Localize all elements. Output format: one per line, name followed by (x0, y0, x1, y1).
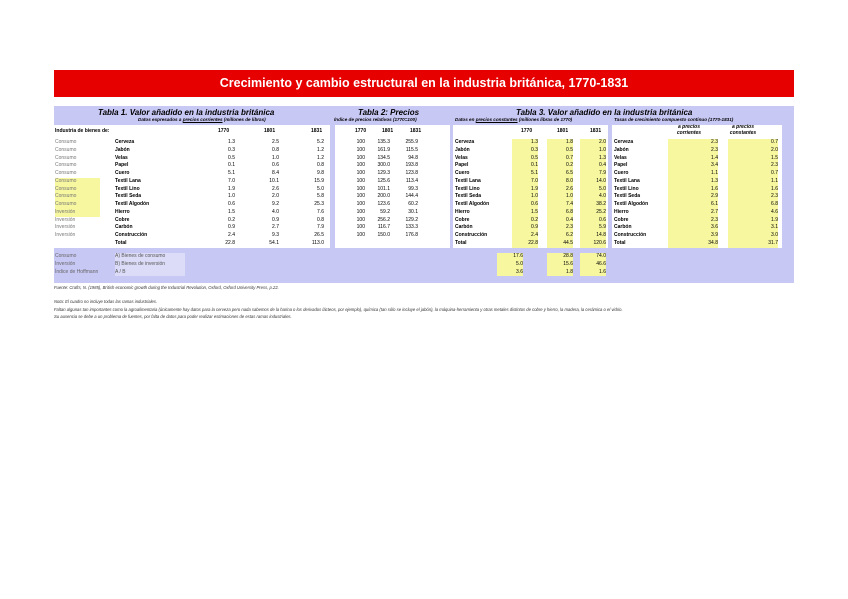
price-index-cell: 116.7 (377, 224, 390, 231)
value-cell: 22.8 (512, 240, 538, 248)
value-cell: 14.8 (580, 232, 606, 240)
value-cell: 5.0 (580, 186, 606, 194)
growth-constant-cell: 0.7 (728, 170, 778, 178)
value-cell: 7.0 (228, 177, 235, 184)
value-cell: 5.1 (228, 170, 235, 176)
value-cell: 0.8 (317, 216, 324, 223)
hoffmann-cell: 15.6 (547, 261, 573, 269)
value-cell: 0.9 (272, 216, 279, 223)
growth-constant-cell: 1.5 (728, 155, 778, 163)
footnote: Su ausencia se debe a un problema de fuentes, por falta de datos para poder realizar estimaciones de estas ramas industriales. (54, 314, 292, 319)
value-cell: 2.5 (272, 139, 279, 145)
price-index-cell: 101.1 (377, 185, 390, 192)
value-cell: 7.4 (547, 201, 573, 209)
growth-current-cell: 1.3 (668, 178, 718, 186)
row-industry: Textil Lana (115, 177, 141, 184)
growth-constant-cell: 1.9 (728, 217, 778, 225)
price-index-cell: 134.5 (377, 154, 390, 161)
growth-current-cell: 2.3 (668, 147, 718, 155)
table3-subtitle: Datos en precios constantes (millones libras de 1770) (455, 117, 573, 122)
row-industry: Carbón (455, 224, 473, 231)
hoffmann-cell: 1.8 (547, 269, 573, 277)
value-cell: 1.3 (512, 139, 538, 147)
row-industry: Textil Algodón (115, 201, 150, 207)
value-cell: 1.5 (228, 208, 235, 215)
value-cell: 1.0 (228, 193, 235, 200)
value-cell: 113.0 (311, 239, 324, 246)
value-cell: 0.5 (228, 154, 235, 161)
row-industry: Cuero (614, 170, 629, 176)
price-index-cell: 123.6 (377, 201, 390, 207)
legend-label: Índice de Hoffmann (55, 268, 99, 275)
row-category: Consumo (55, 139, 77, 145)
growth-current-cell: 6.1 (668, 201, 718, 209)
value-cell: 4.0 (580, 193, 606, 201)
table2-year: 1770 (355, 128, 367, 134)
value-cell: 25.3 (314, 201, 324, 207)
table3-title: Tabla 3. Valor añadido en la industria británica (516, 108, 693, 117)
row-industry: Textil Lana (614, 177, 640, 184)
table1-subtitle: Datos expresados a precios corrientes (millones de libras) (138, 117, 266, 122)
price-index-cell: 100 (356, 224, 365, 231)
value-cell: 9.2 (272, 201, 279, 207)
value-cell: 6.2 (547, 232, 573, 240)
price-index-cell: 100 (356, 208, 365, 215)
value-cell: 0.5 (547, 147, 573, 155)
price-index-cell: 100 (356, 177, 365, 184)
legend-text: A) Bienes de consumo (115, 253, 185, 261)
price-index-cell: 100 (356, 162, 365, 169)
value-cell: 0.1 (228, 162, 235, 169)
legend-text: B) Bienes de inversión (115, 261, 185, 269)
row-industry: Carbón (614, 224, 632, 231)
price-index-cell: 256.2 (377, 216, 390, 223)
price-index-cell: 100 (356, 201, 365, 207)
price-index-cell: 30.1 (408, 208, 418, 215)
growth-constant-cell: 3.0 (728, 232, 778, 240)
value-cell: 2.0 (580, 139, 606, 147)
growth-constant-cell: 1.6 (728, 186, 778, 194)
row-industry: Total (455, 239, 467, 246)
growth-current-cell: 34.8 (668, 240, 718, 248)
row-industry: Hierro (115, 208, 130, 215)
value-cell: 0.3 (512, 147, 538, 155)
value-cell: 1.9 (228, 185, 235, 192)
row-industry: Textil Algodón (455, 201, 490, 207)
price-index-cell: 100 (356, 146, 365, 153)
row-industry: Cerveza (115, 139, 135, 145)
table1-year: 1770 (218, 128, 230, 134)
row-industry: Cobre (614, 216, 629, 223)
value-cell: 5.8 (317, 193, 324, 200)
value-cell: 25.2 (580, 209, 606, 217)
row-industry: Velas (455, 154, 468, 161)
value-cell: 8.4 (272, 170, 279, 176)
row-industry: Jabón (614, 146, 629, 153)
value-cell: 6.5 (547, 170, 573, 178)
row-category: Consumo (55, 201, 100, 209)
value-cell: 1.2 (317, 146, 324, 153)
row-industry: Total (614, 239, 626, 246)
value-cell: 0.6 (512, 201, 538, 209)
table4-title: Tasas de crecimiento compuesto continuo (1770-1831) (614, 117, 734, 122)
row-industry: Textil Seda (614, 193, 641, 200)
price-index-cell: 129.3 (377, 170, 390, 176)
row-industry: Construcción (115, 232, 148, 238)
row-industry: Textil Lino (614, 185, 639, 192)
row-industry: Textil Seda (455, 193, 482, 200)
price-index-cell: 135.3 (377, 139, 390, 145)
value-cell: 22.8 (225, 239, 235, 246)
growth-current-cell: 2.3 (668, 217, 718, 225)
price-index-cell: 59.2 (380, 208, 390, 215)
row-industry: Papel (115, 162, 129, 169)
price-index-cell: 94.8 (408, 154, 418, 161)
value-cell: 1.5 (512, 209, 538, 217)
table4-col2: a precios constantes (729, 124, 757, 136)
value-cell: 7.9 (580, 170, 606, 178)
row-category: Consumo (55, 186, 100, 194)
table1-col-header: Industria de bienes de: (55, 128, 110, 134)
value-cell: 15.9 (314, 177, 324, 184)
value-cell: 0.2 (512, 217, 538, 225)
value-cell: 5.2 (317, 139, 324, 145)
row-category: Inversión (55, 209, 100, 217)
value-cell: 1.8 (547, 139, 573, 147)
value-cell: 14.0 (580, 178, 606, 186)
row-category (55, 240, 100, 248)
growth-constant-cell: 0.7 (728, 139, 778, 147)
row-industry: Textil Seda (115, 193, 142, 200)
value-cell: 0.6 (228, 201, 235, 207)
value-cell: 9.3 (272, 232, 279, 238)
price-index-cell: 255.9 (405, 139, 418, 145)
row-industry: Cobre (455, 216, 470, 223)
row-industry: Textil Lino (115, 185, 140, 192)
table1-year: 1801 (264, 128, 276, 134)
growth-constant-cell: 2.3 (728, 193, 778, 201)
price-index-cell: 300.0 (377, 162, 390, 169)
growth-constant-cell: 2.3 (728, 162, 778, 170)
price-index-cell: 100 (356, 193, 365, 200)
price-index-cell: 100 (356, 170, 365, 176)
growth-constant-cell: 1.1 (728, 178, 778, 186)
table2-year: 1801 (382, 128, 394, 134)
row-industry: Hierro (455, 208, 470, 215)
price-index-cell: 161.9 (377, 146, 390, 153)
price-index-cell: 193.8 (405, 162, 418, 169)
value-cell: 2.6 (272, 185, 279, 192)
price-index-cell: 133.3 (405, 224, 418, 231)
legend-label: Consumo (55, 253, 77, 259)
value-cell: 1.2 (317, 154, 324, 161)
growth-current-cell: 3.9 (668, 232, 718, 240)
value-cell: 1.0 (580, 147, 606, 155)
price-index-cell: 100 (356, 154, 365, 161)
row-industry: Velas (614, 154, 627, 161)
growth-current-cell: 1.4 (668, 155, 718, 163)
growth-current-cell: 2.9 (668, 193, 718, 201)
price-index-cell: 100 (356, 232, 365, 238)
value-cell: 0.8 (272, 146, 279, 153)
value-cell: 120.6 (580, 240, 606, 248)
row-industry: Cobre (115, 216, 130, 223)
row-category: Inversión (55, 232, 76, 238)
price-index-cell: 100 (356, 139, 365, 145)
price-index-cell: 99.3 (408, 185, 418, 192)
footnote: Faltan algunas tan importantes como la agroalimentaria (únicamente hay datos para la cerveza pero nada sabemos de la harina o los derivados lácteos, por ejemplo), química (tan sólo se incluye el jabón), la máquina-herramienta y otras metales distintos de cobre y hierro, la madera, la cerámica o el vidrio. (54, 307, 623, 312)
price-index-cell: 125.6 (377, 177, 390, 184)
row-industry: Carbón (115, 224, 133, 231)
value-cell: 5.9 (580, 224, 606, 232)
row-industry: Jabón (115, 146, 130, 153)
value-cell: 0.7 (547, 155, 573, 163)
value-cell: 2.4 (512, 232, 538, 240)
row-industry: Cerveza (455, 139, 475, 145)
growth-constant-cell: 4.6 (728, 209, 778, 217)
value-cell: 5.0 (317, 185, 324, 192)
hoffmann-cell: 1.6 (580, 269, 606, 277)
price-index-cell: 144.4 (405, 193, 418, 200)
table3-year: 1770 (521, 128, 533, 134)
value-cell: 0.9 (228, 224, 235, 231)
row-category: Consumo (55, 178, 100, 186)
value-cell: 5.1 (512, 170, 538, 178)
legend-text: A / B (115, 269, 185, 277)
hoffmann-cell: 74.0 (580, 253, 606, 261)
row-industry: Textil Lino (455, 185, 480, 192)
price-index-cell: 100 (356, 185, 365, 192)
hoffmann-cell: 3.6 (497, 269, 523, 277)
hoffmann-cell: 17.6 (497, 253, 523, 261)
legend-label: Inversión (55, 260, 76, 267)
row-industry: Textil Lana (455, 177, 481, 184)
value-cell: 7.0 (512, 178, 538, 186)
value-cell: 7.9 (317, 224, 324, 231)
table1-year: 1831 (311, 128, 323, 134)
price-index-cell: 100 (356, 216, 365, 223)
value-cell: 0.9 (512, 224, 538, 232)
source-note: Fuente: Crafts, N. (1985), British economic growth during the Industrial Revolution, Oxford, Oxford University Press, p.22. (54, 285, 279, 290)
growth-constant-cell: 31.7 (728, 240, 778, 248)
row-category: Consumo (55, 162, 77, 169)
growth-current-cell: 2.7 (668, 209, 718, 217)
value-cell: 8.0 (547, 178, 573, 186)
value-cell: 0.6 (580, 217, 606, 225)
row-industry: Hierro (614, 208, 629, 215)
row-industry: Velas (115, 154, 128, 161)
value-cell: 26.5 (314, 232, 324, 238)
growth-current-cell: 3.6 (668, 224, 718, 232)
price-index-cell: 115.5 (405, 146, 418, 153)
value-cell: 44.5 (547, 240, 573, 248)
hoffmann-cell: 5.0 (497, 261, 523, 269)
value-cell: 0.2 (228, 216, 235, 223)
price-index-cell: 113.4 (405, 177, 418, 184)
row-category: Inversión (55, 216, 76, 223)
table4-col1: a precios corrientes (676, 124, 702, 136)
value-cell: 9.8 (317, 170, 324, 176)
price-index-cell: 123.8 (405, 170, 418, 176)
table2-title: Tabla 2: Precios (358, 108, 420, 117)
value-cell: 0.5 (512, 155, 538, 163)
value-cell: 1.9 (512, 186, 538, 194)
row-industry: Total (115, 239, 127, 246)
row-industry: Cuero (115, 170, 130, 176)
row-category: Inversión (55, 224, 76, 231)
row-category: Consumo (55, 170, 77, 176)
value-cell: 2.0 (272, 193, 279, 200)
price-index-cell: 150.0 (377, 232, 390, 238)
value-cell: 0.1 (512, 162, 538, 170)
row-industry: Textil Algodón (614, 201, 649, 207)
value-cell: 0.2 (547, 162, 573, 170)
table1-title: Tabla 1. Valor añadido en la industria británica (98, 108, 275, 117)
growth-current-cell: 2.3 (668, 139, 718, 147)
value-cell: 0.3 (228, 146, 235, 153)
row-category: Consumo (55, 193, 100, 201)
growth-current-cell: 1.6 (668, 186, 718, 194)
row-category: Consumo (55, 146, 77, 153)
growth-constant-cell: 6.8 (728, 201, 778, 209)
row-industry: Cuero (455, 170, 470, 176)
value-cell: 2.7 (272, 224, 279, 231)
value-cell: 1.3 (228, 139, 235, 145)
growth-constant-cell: 3.1 (728, 224, 778, 232)
value-cell: 10.1 (269, 177, 279, 184)
value-cell: 2.6 (547, 186, 573, 194)
value-cell: 1.0 (547, 193, 573, 201)
value-cell: 38.2 (580, 201, 606, 209)
value-cell: 2.3 (547, 224, 573, 232)
growth-current-cell: 3.4 (668, 162, 718, 170)
value-cell: 54.1 (269, 239, 279, 246)
growth-current-cell: 1.1 (668, 170, 718, 178)
table3-year: 1831 (590, 128, 602, 134)
value-cell: 0.6 (272, 162, 279, 169)
footnote: Nota: El cuadro no incluye todas las ramas industriales. (54, 299, 158, 304)
value-cell: 1.0 (512, 193, 538, 201)
price-index-cell: 200.0 (377, 193, 390, 200)
value-cell: 4.0 (272, 208, 279, 215)
table2-subtitle: Índice de precios relativos (1770=100) (334, 117, 417, 122)
value-cell: 1.3 (580, 155, 606, 163)
page-title: Crecimiento y cambio estructural en la industria británica, 1770-1831 (54, 70, 794, 97)
value-cell: 0.4 (547, 217, 573, 225)
row-industry: Construcción (614, 232, 647, 238)
value-cell: 6.8 (547, 209, 573, 217)
price-index-cell: 129.2 (405, 216, 418, 223)
value-cell: 1.0 (272, 154, 279, 161)
price-index-cell: 60.2 (408, 201, 418, 207)
growth-constant-cell: 2.0 (728, 147, 778, 155)
row-industry: Jabón (455, 146, 470, 153)
value-cell: 2.4 (228, 232, 235, 238)
value-cell: 0.8 (317, 162, 324, 169)
value-cell: 7.6 (317, 208, 324, 215)
hoffmann-cell: 46.6 (580, 261, 606, 269)
row-industry: Cerveza (614, 139, 634, 145)
value-cell: 0.4 (580, 162, 606, 170)
hoffmann-cell: 28.8 (547, 253, 573, 261)
table3-year: 1801 (557, 128, 569, 134)
table2-year: 1831 (410, 128, 422, 134)
row-industry: Papel (614, 162, 628, 169)
row-industry: Papel (455, 162, 469, 169)
row-industry: Construcción (455, 232, 488, 238)
price-index-cell: 176.8 (405, 232, 418, 238)
row-category: Consumo (55, 154, 77, 161)
